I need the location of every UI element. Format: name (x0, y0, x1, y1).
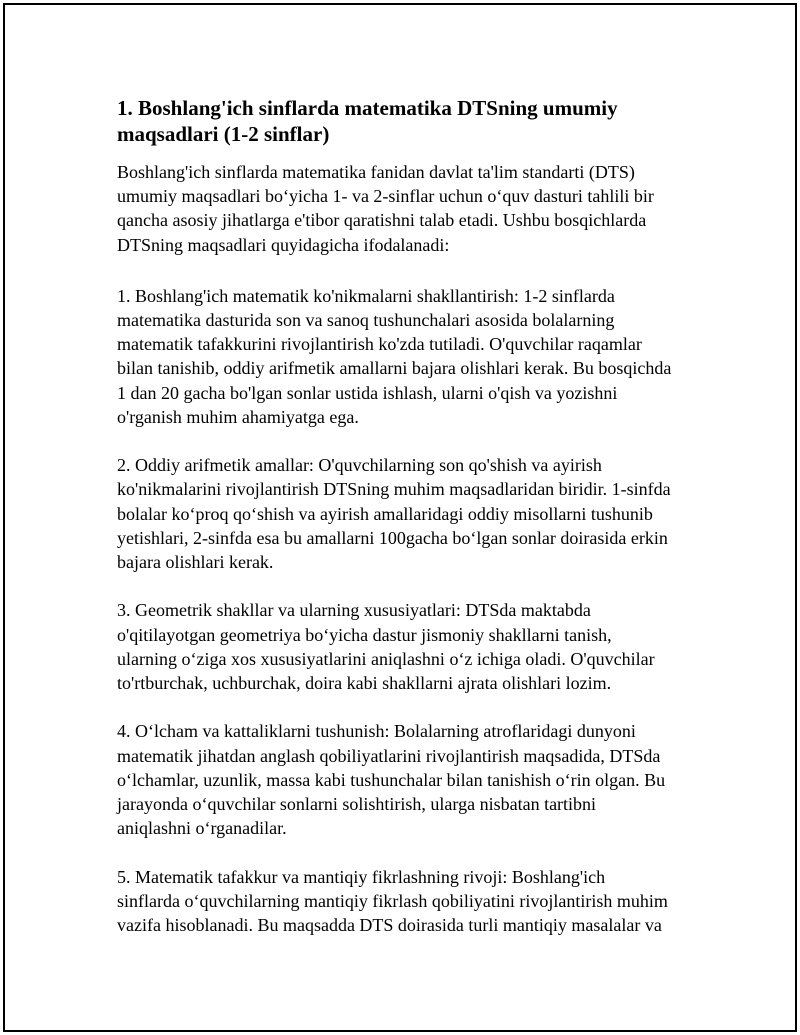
paragraph-line: matematik jihatdan anglash qobiliyatlarini rivojlantirish maqsadida, DTSda (117, 745, 661, 766)
paragraph-line: bilan tanishib, oddiy arifmetik amallarni bajara olishlari kerak. Bu bosqichda (117, 358, 672, 379)
paragraph-line: jarayonda o‘quvchilar sonlarni solishtirish, ularga nisbatan tartibni (117, 794, 597, 815)
paragraph-line: yetishlari, 2-sinfda esa bu amallarni 100gacha bo‘lgan sonlar doirasida erkin (117, 527, 668, 548)
paragraph-line: 1 dan 20 gacha bo'lgan sonlar ustida ishlash, ularni o'qish va yozishni (117, 382, 618, 403)
paragraph-intro (117, 160, 683, 257)
paragraph-line: o‘lchamlar, uzunlik, massa kabi tushunchalar bilan tanishish o‘rin olgan. Bu (117, 769, 666, 790)
paragraph-item-5 (117, 865, 683, 938)
paragraph-line: umumiy maqsadlari bo‘yicha 1- va 2-sinflar uchun o‘quv dasturi tahlili bir (117, 186, 654, 207)
paragraph-line: matematik tafakkurini rivojlantirish ko'zda tutiladi. O'quvchilar raqamlar (117, 334, 642, 355)
paragraph-item-4 (117, 719, 683, 840)
paragraph-line: 2. Oddiy arifmetik amallar: O'quvchilarning son qo'shish va ayirish (117, 455, 602, 476)
paragraph-line: bolalar ko‘proq qo‘shish va ayirish amallaridagi oddiy misollarni tushunib (117, 503, 653, 524)
paragraph-item-2 (117, 453, 683, 574)
paragraph-line: ularning o‘ziga xos xususiyatlarini aniqlashni o‘z ichiga oladi. O'quvchilar (117, 648, 655, 669)
heading-line: 1. Boshlang'ich sinflarda matematika DTSning umumiy (117, 96, 618, 120)
paragraph-line: ko'nikmalarini rivojlantirish DTSning muhim maqsadlaridan biridir. 1-sinfda (117, 479, 671, 500)
paragraph-line: 3. Geometrik shakllar va ularning xususiyatlari: DTSda maktabda (117, 600, 591, 621)
paragraph-line: 5. Matematik tafakkur va mantiqiy fikrlashning rivoji: Boshlang'ich (117, 866, 606, 887)
paragraph-line: Boshlang'ich sinflarda matematika fanidan davlat ta'lim standarti (DTS) (117, 162, 635, 182)
paragraph-line: matematika dasturida son va sanoq tushunchalari asosida bolalarning (117, 310, 615, 331)
paragraph-line: qancha asosiy jihatlarga e'tibor qaratishni talab etadi. Ushbu bosqichlarda (117, 210, 647, 231)
paragraph-line: aniqlashni o‘rganadilar. (117, 818, 287, 839)
heading-line: maqsadlari (1-2 sinflar) (117, 122, 330, 146)
paragraph-line: to'rtburchak, uchburchak, doira kabi shakllarni ajrata olishlari lozim. (117, 673, 612, 694)
paragraph-line: bajara olishlari kerak. (117, 552, 274, 573)
paragraph-line: 4. O‘lcham va kattaliklarni tushunish: Bolalarning atroflaridagi dunyoni (117, 721, 636, 742)
paragraph-line: DTSning maqsadlari quyidagicha ifodalanadi: (117, 234, 450, 255)
paragraph-line: sinflarda o‘quvchilarning mantiqiy fikrlash qobiliyatini rivojlantirish muhim (117, 890, 668, 911)
paragraph-item-3 (117, 598, 683, 695)
document-body (117, 95, 683, 961)
paragraph-line: o'qitilayotgan geometriya bo‘yicha dastur jismoniy shakllarni tanish, (117, 624, 612, 645)
paragraph-item-1 (117, 284, 683, 429)
paragraph-line: vazifa hisoblanadi. Bu maqsadda DTS doirasida turli mantiqiy masalalar va (117, 915, 662, 936)
section-heading (117, 95, 683, 147)
paragraph-line: o'rganish muhim ahamiyatga ega. (117, 406, 359, 427)
paragraph-line: 1. Boshlang'ich matematik ko'nikmalarni shakllantirish: 1-2 sinflarda (117, 285, 615, 306)
